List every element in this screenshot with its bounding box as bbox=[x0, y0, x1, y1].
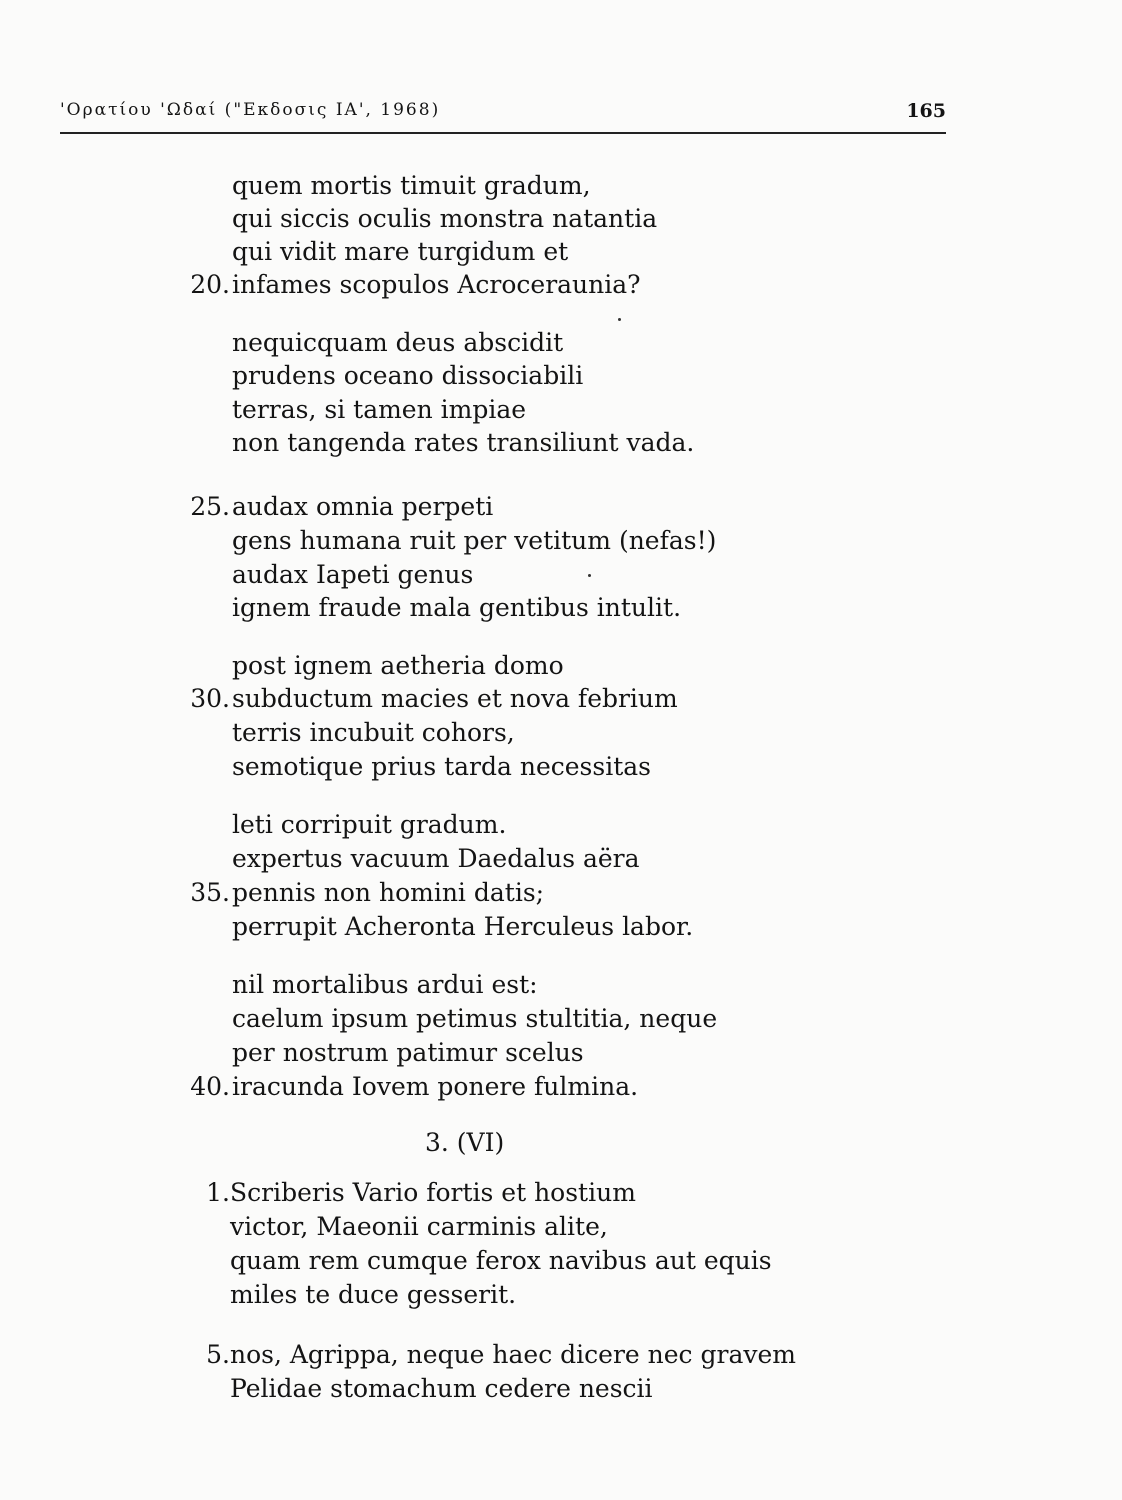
verse-text: post ignem aetheria domo bbox=[232, 651, 564, 680]
verse-line bbox=[0, 1175, 1122, 1211]
verse-text: infames scopulos Acroceraunia? bbox=[232, 270, 641, 299]
verse-line bbox=[0, 590, 1122, 626]
verse-line bbox=[0, 392, 1122, 428]
line-number: 30. bbox=[190, 684, 230, 713]
verse-text: leti corripuit gradum. bbox=[232, 810, 507, 839]
verse-line bbox=[0, 681, 1122, 717]
verse-line bbox=[0, 168, 1122, 204]
verse-line bbox=[0, 875, 1122, 911]
verse-line bbox=[0, 909, 1122, 945]
verse-text: gens humana ruit per vetitum (nefas!) bbox=[232, 526, 717, 555]
verse-text: caelum ipsum petimus stultitia, neque bbox=[232, 1004, 718, 1033]
verse-line bbox=[0, 425, 1122, 461]
running-head bbox=[60, 100, 946, 120]
verse-line bbox=[0, 807, 1122, 843]
verse-line bbox=[0, 523, 1122, 559]
verse-text: audax Iapeti genus bbox=[232, 560, 474, 589]
verse-text: miles te duce gesserit. bbox=[230, 1280, 517, 1309]
verse-line bbox=[0, 201, 1122, 237]
verse-text: per nostrum patimur scelus bbox=[232, 1038, 584, 1067]
verse-text: prudens oceano dissociabili bbox=[232, 361, 584, 390]
line-number: 5. bbox=[206, 1340, 230, 1369]
verse-text: semotique prius tarda necessitas bbox=[232, 752, 651, 781]
verse-text: terras, si tamen impiae bbox=[232, 395, 527, 424]
verse-line bbox=[0, 715, 1122, 751]
verse-line bbox=[0, 489, 1122, 525]
verse-text: qui siccis oculis monstra natantia bbox=[232, 204, 658, 233]
verse-text: nos, Agrippa, neque haec dicere nec gravem bbox=[230, 1340, 796, 1369]
verse-line bbox=[0, 749, 1122, 785]
line-number: 35. bbox=[190, 878, 230, 907]
verse-text: pennis non homini datis; bbox=[232, 878, 545, 907]
running-head-title: 'Ορατίου 'Ωδαί ("Εκδοσις ΙΑ', 1968) bbox=[60, 100, 441, 120]
verse-text: victor, Maeonii carminis alite, bbox=[230, 1212, 608, 1241]
page-number: 165 bbox=[906, 100, 946, 122]
verse-line bbox=[0, 1209, 1122, 1245]
stray-mark bbox=[618, 318, 621, 321]
verse-line bbox=[0, 967, 1122, 1003]
verse-line bbox=[0, 1069, 1122, 1105]
verse-line bbox=[0, 358, 1122, 394]
verse-text: terris incubuit cohors, bbox=[232, 718, 515, 747]
verse-text: quam rem cumque ferox navibus aut equis bbox=[230, 1246, 772, 1275]
header-rule bbox=[60, 132, 946, 134]
verse-text: nequicquam deus abscidit bbox=[232, 328, 564, 357]
verse-text: Pelidae stomachum cedere nescii bbox=[230, 1374, 653, 1403]
verse-line bbox=[0, 234, 1122, 270]
line-number: 1. bbox=[206, 1178, 230, 1207]
line-number: 25. bbox=[190, 492, 230, 521]
verse-line bbox=[0, 841, 1122, 877]
verse-line bbox=[0, 648, 1122, 684]
verse-text: quem mortis timuit gradum, bbox=[232, 171, 591, 200]
verse-line bbox=[0, 1035, 1122, 1071]
section-title: 3. (VI) bbox=[425, 1128, 505, 1157]
verse-text: ignem fraude mala gentibus intulit. bbox=[232, 593, 682, 622]
verse-text: subductum macies et nova febrium bbox=[232, 684, 678, 713]
verse-text: perrupit Acheronta Herculeus labor. bbox=[232, 912, 694, 941]
verse-text: Scriberis Vario fortis et hostium bbox=[230, 1178, 636, 1207]
verse-line bbox=[0, 267, 1122, 303]
verse-line bbox=[0, 1371, 1122, 1407]
verse-text: audax omnia perpeti bbox=[232, 492, 494, 521]
verse-text: iracunda Iovem ponere fulmina. bbox=[232, 1072, 639, 1101]
stray-mark bbox=[588, 574, 591, 577]
verse-text: qui vidit mare turgidum et bbox=[232, 237, 569, 266]
verse-line bbox=[0, 1277, 1122, 1313]
verse-line bbox=[0, 1243, 1122, 1279]
verse-text: nil mortalibus ardui est: bbox=[232, 970, 538, 999]
verse-text: expertus vacuum Daedalus aëra bbox=[232, 844, 640, 873]
verse-line bbox=[0, 1001, 1122, 1037]
line-number: 40. bbox=[190, 1072, 230, 1101]
verse-line bbox=[0, 325, 1122, 361]
line-number: 20. bbox=[190, 270, 230, 299]
verse-line bbox=[0, 557, 1122, 593]
verse-text: non tangenda rates transiliunt vada. bbox=[232, 428, 695, 457]
verse-line bbox=[0, 1337, 1122, 1373]
